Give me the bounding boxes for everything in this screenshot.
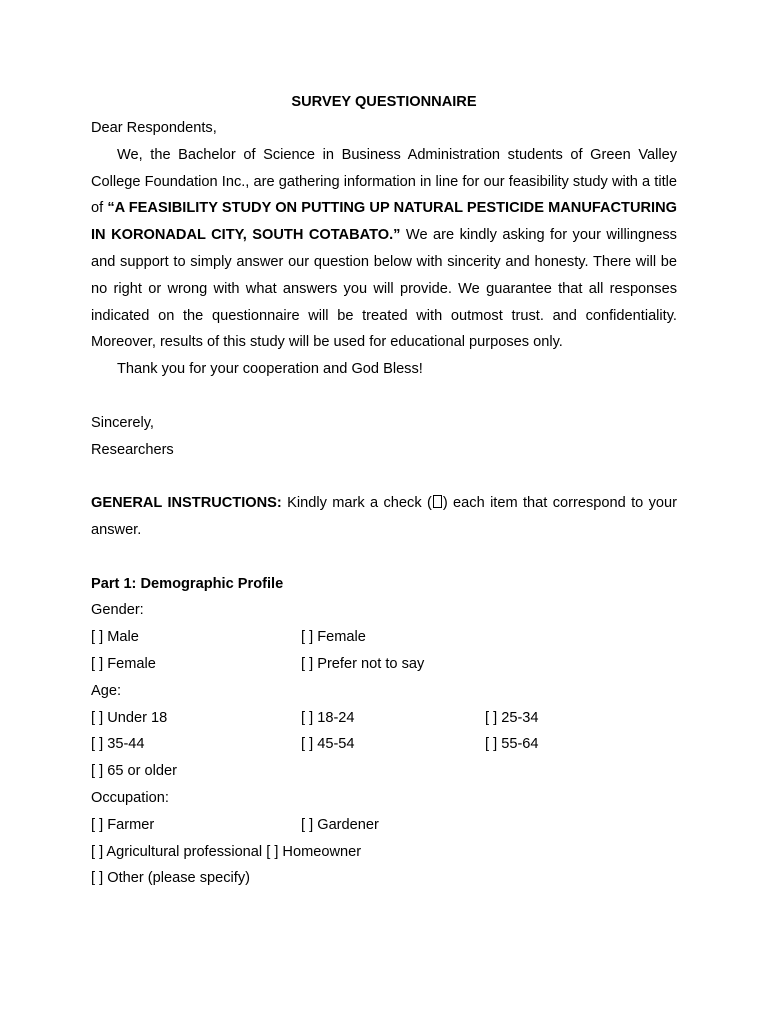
signature-line: Researchers [91, 441, 174, 458]
study-title: “A FEASIBILITY STUDY ON PUTTING UP NATURAL PESTICIDE MANUFACTURING IN KORONADAL CITY, SOUTH COTABATO.” [91, 200, 677, 244]
gender-options-row [91, 624, 677, 651]
occupation-label: Occupation: [91, 789, 169, 806]
age-option-45-54[interactable]: [ ] 45-54 [301, 736, 355, 753]
occupation-option-other[interactable]: [ ] Other (please specify) [91, 870, 250, 887]
age-options-row [91, 731, 677, 758]
age-option-under-18[interactable]: [ ] Under 18 [91, 709, 168, 726]
occupation-option-agricultural-homeowner[interactable]: [ ] Agricultural professional [ ] Homeowner [91, 843, 362, 860]
closing-line: Sincerely, [91, 414, 154, 431]
gender-option-female-2[interactable]: [ ] Female [91, 655, 156, 672]
instructions-text-before: Kindly mark a check ( [281, 495, 432, 512]
age-option-25-34[interactable]: [ ] 25-34 [485, 709, 539, 726]
age-option-35-44[interactable]: [ ] 35-44 [91, 736, 145, 753]
document-title: SURVEY QUESTIONNAIRE [291, 94, 477, 110]
general-instructions [91, 490, 677, 544]
salutation: Dear Respondents, [91, 120, 217, 136]
age-options-row [91, 705, 677, 732]
age-option-65-or-older[interactable]: [ ] 65 or older [91, 763, 177, 780]
gender-option-female[interactable]: [ ] Female [301, 629, 366, 646]
age-options-row [91, 758, 677, 785]
gender-option-prefer-not-to-say[interactable]: [ ] Prefer not to say [301, 655, 425, 672]
intro-text-part2: We are kindly asking for your willingness and support to simply answer our question below with sincerity and honesty. There will be no right or wrong with what answers you will provide. We guarantee that all responses indicated on the questionnaire will be treated with outmost trust. and confidentiality. Moreover, results of this study will be used for educational purposes only. [91, 227, 677, 351]
questionnaire-page [91, 91, 677, 892]
part1-heading: Part 1: Demographic Profile [91, 575, 284, 592]
age-option-55-64[interactable]: [ ] 55-64 [485, 736, 539, 753]
intro-text-part1: We, the Bachelor of Science in Business Administration students of Green Valley College Foundation Inc., are gathering information in line for our feasibility study with a title of [91, 146, 677, 217]
instructions-text-after: ) each item that correspond to your answer. [91, 495, 677, 538]
occupation-option-farmer[interactable]: [ ] Farmer [91, 816, 155, 833]
intro-paragraph [91, 142, 677, 356]
age-option-18-24[interactable]: [ ] 18-24 [301, 709, 355, 726]
age-label: Age: [91, 682, 122, 699]
instructions-label: GENERAL INSTRUCTIONS: [91, 495, 282, 512]
gender-option-male[interactable]: [ ] Male [91, 629, 139, 646]
occupation-option-gardener[interactable]: [ ] Gardener [301, 816, 379, 833]
occupation-options-row [91, 812, 677, 839]
gender-options-row [91, 651, 677, 678]
gender-label: Gender: [91, 602, 144, 619]
thanks-line: Thank you for your cooperation and God Bless! [117, 361, 423, 378]
check-mark-icon [433, 495, 442, 508]
